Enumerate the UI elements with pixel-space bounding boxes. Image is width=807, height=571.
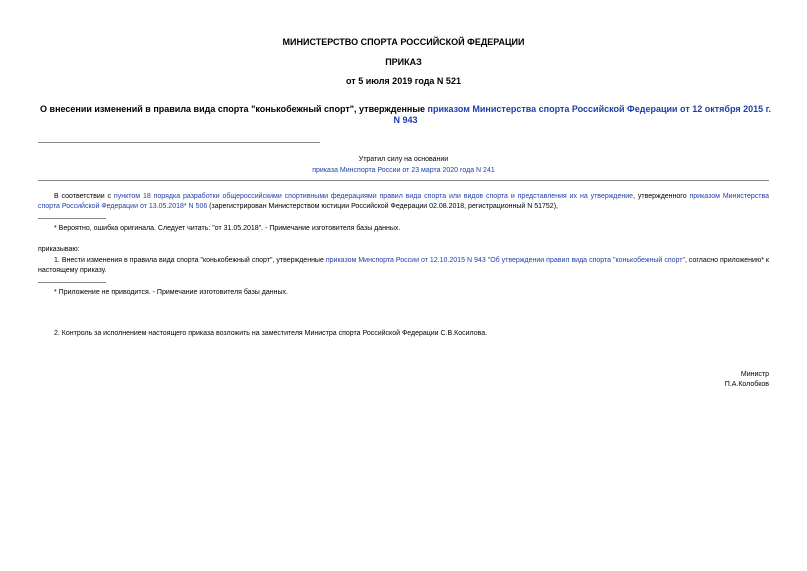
doc-type-heading: ПРИКАЗ [385,57,422,67]
preamble-link-2[interactable]: приказом Министерства спорта Российской Федерации от 13.05.2018* N 506 [38,193,770,210]
signature-name: П.А.Колобков [724,381,769,388]
footnote-1: * Вероятно, ошибка оригинала. Следует читать: "от 31.05.2018". - Примечание изготовителя базы данных. [54,225,401,232]
preamble-text-1: В соответствии с [54,193,114,200]
item-1-link[interactable]: приказом Минспорта России от 12.10.2015 N 943 "Об утверждении правил вида спорта "конькобежный спорт" [325,257,685,264]
footnote-divider-1 [38,218,106,219]
document-title [38,104,773,126]
divider-long [38,180,769,181]
footnote-divider-2 [38,282,106,283]
preamble-text-3: (зарегистрирован Министерством юстиции Российской Федерации 02.08.2018, регистрационный N 51752), [207,202,558,210]
footnote-2: * Приложение не приводится. - Примечание изготовителя базы данных. [54,289,288,296]
status-link[interactable]: приказа Минспорта России от 23 марта 2020 года N 241 [312,167,495,174]
ministry-heading: МИНИСТЕРСТВО СПОРТА РОССИЙСКОЙ ФЕДЕРАЦИИ [282,37,525,47]
preamble-paragraph [38,192,769,211]
item-1-paragraph [38,256,769,275]
doc-date-number: от 5 июля 2019 года N 521 [346,76,461,86]
preamble-link-1[interactable]: пунктом 18 порядка разработки общероссийскими спортивными федерациями правил вида спорта или видов спорта и представления их на утверждение [113,193,634,200]
preamble-text-2: , утвержденного [633,193,690,200]
order-word: приказываю: [38,246,80,253]
document-title-link[interactable]: приказом Министерства спорта Российской Федерации от 12 октября 2015 г. N 943 [393,104,771,125]
signature-position: Министр [740,371,769,378]
item-1-text-1: 1. Внести изменения в правила вида спорта "конькобежный спорт", утвержденные [54,257,326,264]
item-2-paragraph: 2. Контроль за исполнением настоящего приказа возложить на заместителя Министра спорта Российской Федерации С.В.Косилова. [54,330,488,337]
item-1-text-2: , согласно приложению* к настоящему приказу. [38,257,769,274]
document-title-text: О внесении изменений в правила вида спорта "конькобежный спорт", утвержденные [40,104,428,114]
divider-short [38,142,320,143]
status-line: Утратил силу на основании [358,156,449,163]
